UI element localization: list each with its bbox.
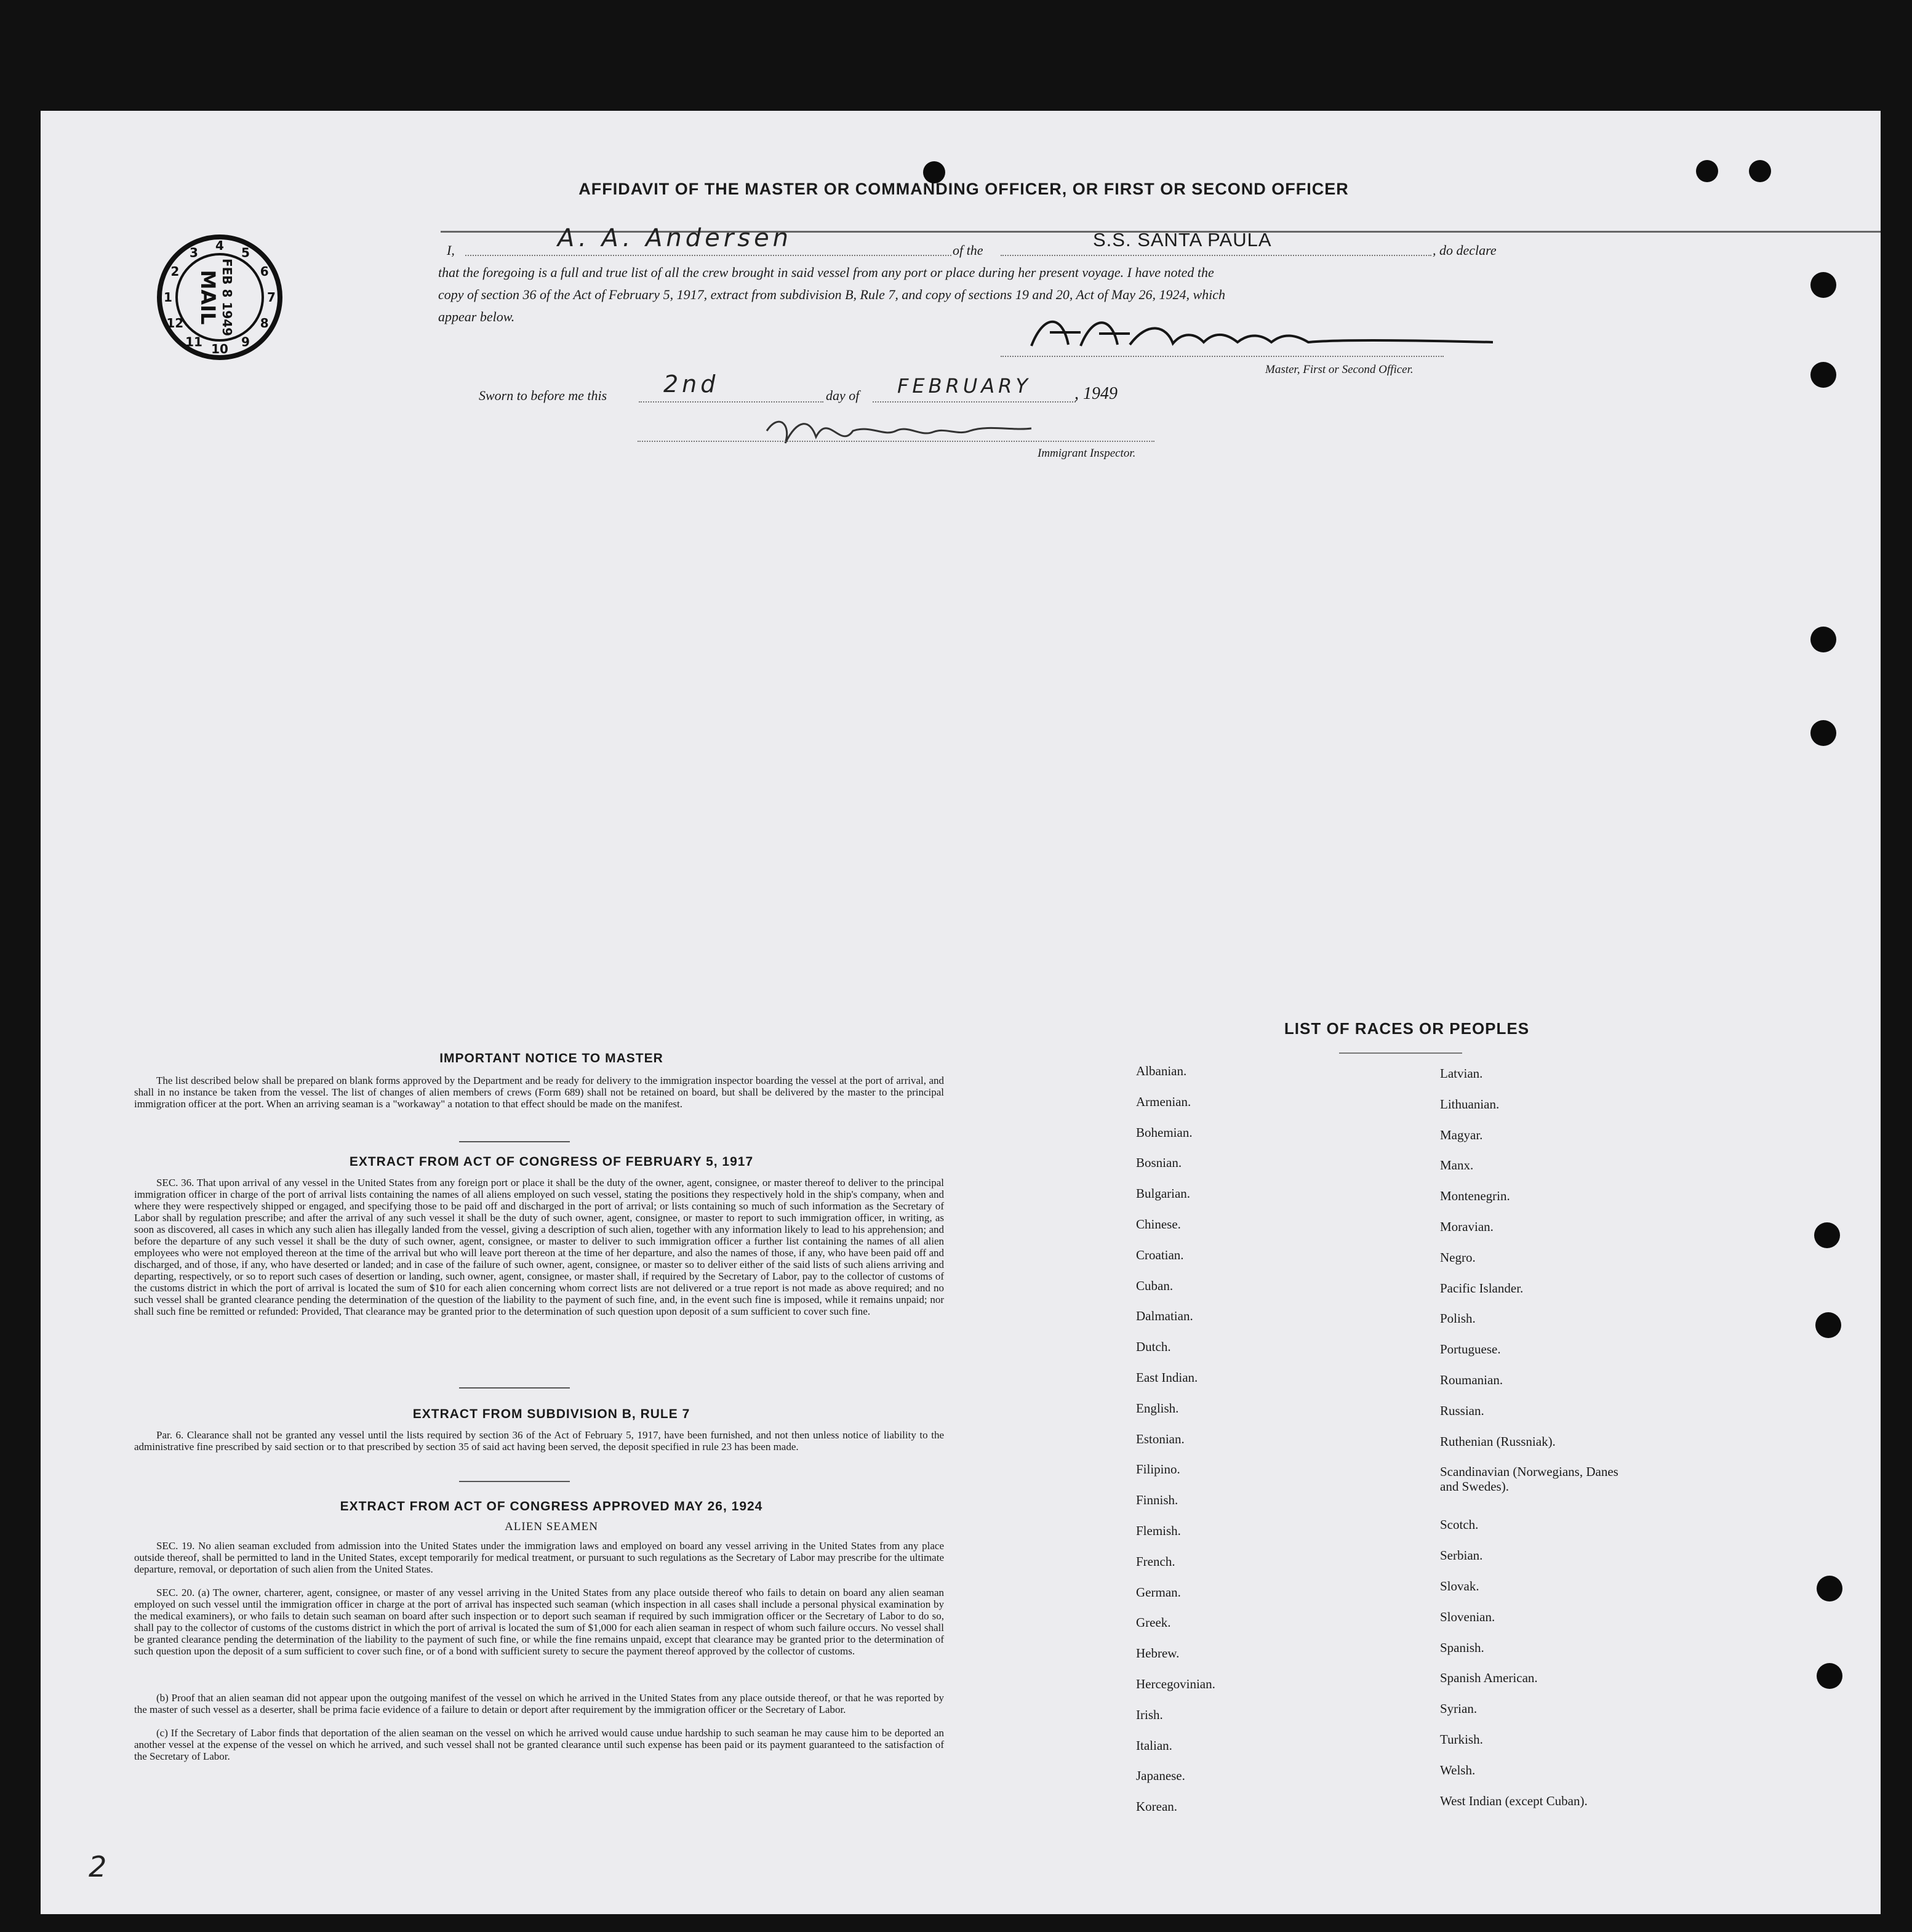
race-item: Italian.	[1136, 1738, 1172, 1753]
sworn-month: FEBRUARY	[897, 374, 1031, 398]
race-item: Welsh.	[1440, 1762, 1476, 1778]
race-item: Syrian.	[1440, 1701, 1478, 1717]
inspector-signature-line	[638, 441, 1154, 442]
affidavit-title: AFFIDAVIT OF THE MASTER OR COMMANDING OFFICER, OR FIRST OR SECOND OFFICER	[578, 180, 1349, 198]
master-name: A. A. Andersen	[558, 224, 793, 252]
rule7-title: EXTRACT FROM SUBDIVISION B, RULE 7	[412, 1407, 690, 1421]
races-title-rule	[1339, 1052, 1462, 1054]
date-stamp	[155, 233, 284, 362]
race-item: Slovak.	[1440, 1579, 1479, 1593]
punch-hole	[1696, 160, 1718, 182]
race-item: Flemish.	[1136, 1523, 1181, 1538]
stamp-ring-digit: 7	[267, 290, 276, 305]
race-item: Spanish American.	[1440, 1670, 1538, 1686]
separator	[459, 1141, 570, 1142]
master-signature	[1025, 308, 1493, 357]
race-item: Serbian.	[1440, 1548, 1483, 1563]
sworn-day: 2nd	[663, 371, 719, 398]
race-item: Cuban.	[1136, 1278, 1174, 1293]
stamp-ring-digit: 1	[164, 290, 172, 305]
sec20c-text: (c) If the Secretary of Labor finds that deportation of the alien seaman on the vessel on which he arrived would cause undue hardship to such seaman he may cause him to be deported an another vessel at the expense of the vessel on which he arrived, and such vessel shall not be granted clearance until such expense has been paid or its payment guaranteed to the satisfaction of the Secretary of Labor.	[134, 1727, 944, 1762]
alien-seamen-subtitle: ALIEN SEAMEN	[505, 1520, 598, 1533]
race-item: Filipino.	[1136, 1462, 1180, 1477]
race-item: Korean.	[1136, 1799, 1178, 1814]
stamp-mail: MAIL	[196, 270, 220, 325]
stamp-date: FEB 8 1949	[220, 258, 234, 337]
race-item: German.	[1136, 1584, 1181, 1600]
race-item: East Indian.	[1136, 1370, 1198, 1385]
stamp-ring-digit: 2	[170, 264, 180, 279]
vessel-field	[1001, 231, 1431, 256]
sec20b-text: (b) Proof that an alien seaman did not appear upon the outgoing manifest of the vessel on which he arrived in the United States from any place outside thereof, or that he was reported by the master of such vessel as a deserter, shall be prima facie evidence of a failure to detain or deport after requirement by the immigration officer or the Secretary of Labor.	[134, 1692, 944, 1715]
race-item: Slovenian.	[1440, 1609, 1495, 1624]
stamp-ring-digit: 11	[185, 334, 202, 350]
race-item: Spanish.	[1440, 1640, 1484, 1655]
race-item: Hercegovinian.	[1136, 1677, 1215, 1691]
race-item: Roumanian.	[1440, 1373, 1503, 1387]
race-item: Negro.	[1440, 1249, 1476, 1265]
race-item: Estonian.	[1136, 1431, 1185, 1446]
race-item: Dalmatian.	[1136, 1309, 1193, 1324]
page-number: 2	[89, 1850, 107, 1883]
race-item: Dutch.	[1136, 1339, 1171, 1355]
stamp-ring-digit: 9	[241, 334, 250, 350]
race-item: Bosnian.	[1136, 1155, 1182, 1171]
race-item: Portuguese.	[1440, 1342, 1501, 1357]
master-caption: Master, First or Second Officer.	[1265, 363, 1414, 376]
notice-title: IMPORTANT NOTICE TO MASTER	[439, 1051, 663, 1065]
stamp-ring-digit: 3	[190, 245, 198, 260]
race-item: Hebrew.	[1136, 1646, 1180, 1661]
race-item: Chinese.	[1136, 1217, 1181, 1232]
race-item: Ruthenian (Russniak).	[1440, 1433, 1556, 1449]
race-item: Finnish.	[1136, 1493, 1178, 1508]
race-item: Albanian.	[1136, 1064, 1187, 1078]
race-item: Croatian.	[1136, 1247, 1184, 1262]
extract-1924-title: EXTRACT FROM ACT OF CONGRESS APPROVED MAY 26, 1924	[340, 1499, 763, 1513]
punch-hole	[1810, 362, 1836, 388]
sworn-year: , 1949	[1074, 384, 1118, 403]
race-item: Bulgarian.	[1136, 1186, 1191, 1201]
race-item: Japanese.	[1136, 1768, 1185, 1784]
rule7-text: Par. 6. Clearance shall not be granted any vessel until the lists required by section 36 of the Act of February 5, 1917, have been furnished, and not then unless notice of liability to the administrative fine prescribed by said section or to that prescribed by section 35 of said act having been served, the deposit specified in rule 23 has been made.	[134, 1429, 944, 1453]
stamp-ring-digit: 4	[215, 238, 224, 253]
race-item: Scotch.	[1440, 1517, 1479, 1533]
race-item: Lithuanian.	[1440, 1096, 1500, 1112]
affidavit-body-2: copy of section 36 of the Act of February 5, 1917, extract from subdivision B, Rule 7, and copy of sections 19 and 20, Act of May 26, 1924, which	[438, 287, 1226, 302]
affidavit-body-3: appear below.	[438, 309, 515, 324]
master-signature-line	[1001, 356, 1444, 357]
punch-hole	[1817, 1663, 1842, 1689]
race-item: Latvian.	[1440, 1066, 1483, 1081]
of-the-label: of the	[953, 243, 983, 258]
race-item: Turkish.	[1440, 1732, 1483, 1747]
i-label: I,	[447, 243, 455, 258]
race-item: Bohemian.	[1136, 1124, 1193, 1140]
punch-hole	[1810, 272, 1836, 298]
vessel-name: S.S. SANTA PAULA	[1093, 229, 1272, 251]
punch-hole	[1810, 720, 1836, 746]
sworn-label: Sworn to before me this	[479, 388, 607, 403]
race-item: Armenian.	[1136, 1094, 1191, 1109]
stamp-ring-digit: 5	[241, 245, 250, 260]
race-item: Magyar.	[1440, 1127, 1483, 1142]
stamp-ring-digit: 12	[166, 316, 184, 331]
stamp-ring-digit: 10	[211, 342, 228, 356]
master-name-field	[465, 224, 951, 256]
extract-1917-title: EXTRACT FROM ACT OF CONGRESS OF FEBRUARY 5, 1917	[349, 1155, 754, 1169]
race-item: West Indian (except Cuban).	[1440, 1793, 1588, 1808]
sworn-day-field	[639, 371, 823, 403]
do-declare-label: , do declare	[1433, 243, 1497, 258]
extract-1917-text: SEC. 36. That upon arrival of any vessel in the United States from any foreign port or place it shall be the duty of the owner, agent, consignee, or master thereof to deliver to the principal immigration officer in charge of the port of arrival lists containing the names of all aliens employed on such vessel, stating the positions they respectively hold in the ship's company, when and where they were respectively shipped or engaged, and specifying those to be paid off and discharged in the port of arrival; or lists containing so much of such information as the Secretary of Labor shall by regulation prescribe; and after the arrival of any such vessel it shall be the duty of such owner, agent, consignee, or master to report to such immigration officer, in writing, as soon as discovered, all cases in which any such alien has illegally landed from the vessel, giving a description of such alien, together with any information likely to lead to his apprehension; and before the departure of any such vessel it shall be the duty of such owner, agent, consignee, or master to deliver to such immigration officer a further list containing the names of all alien employees who were not employed thereon at the time of the arrival but who will leave port thereon at the time of her departure, and also the names of those, if any, who have been paid off and discharged, and of those, if any, who have deserted or landed; and in case of the failure of such owner, agent, consignee, or master so to deliver either of the said lists of such aliens arriving and departing, respectively, or so to report such cases of desertion or landing, such owner, agent, consignee, or master shall, if required by the Secretary of Labor, pay to the collector of customs of the customs district in which the port of arrival is located the sum of $10 for each alien concerning whom correct lists are not delivered or a true report is not made as above required; and no such vessel shall be granted clearance pending the determination of the question of the liability to the payment of such fine, and, in the event such fine is imposed, while it remains unpaid; nor shall such fine be remitted or refunded: Provided, That clearance may be granted prior to the determination of such question upon deposit of a sum sufficient to cover such fine.	[134, 1177, 944, 1317]
punch-hole	[1810, 627, 1836, 652]
race-item: Montenegrin.	[1440, 1188, 1510, 1204]
punch-hole	[1814, 1222, 1840, 1248]
document-page	[41, 111, 1881, 1914]
punch-hole	[1815, 1312, 1841, 1338]
race-item: Moravian.	[1440, 1219, 1494, 1234]
stamp-ring-digit: 6	[260, 264, 269, 279]
notice-text: The list described below shall be prepared on blank forms approved by the Department and be ready for delivery to the immigration inspector boarding the vessel at the port of arrival, and shall in no instance be taken from the vessel. The list of changes of alien members of crews (Form 689) shall not be retained on board, but shall be delivered by the master to the principal immigration officer at the port. When an arriving seaman is a "workaway" a notation to that effect should be made on the manifest.	[134, 1075, 944, 1110]
race-item: Greek.	[1136, 1615, 1171, 1630]
stamp-ring-digit: 8	[260, 316, 269, 331]
race-item: Scandinavian (Norwegians, Danes and Swedes).	[1440, 1464, 1618, 1494]
races-title: LIST OF RACES OR PEOPLES	[1284, 1019, 1530, 1038]
punch-hole	[1749, 160, 1771, 182]
race-item: Pacific Islander.	[1440, 1280, 1524, 1296]
punch-hole	[1817, 1576, 1842, 1601]
separator	[459, 1387, 570, 1389]
sec19-text: SEC. 19. No alien seaman excluded from admission into the United States under the immigration laws and employed on board any vessel arriving in the United States from any place outside thereof, shall be permitted to land in the United States, except temporarily for medical treatment, or pursuant to such regulations as the Secretary of Labor may prescribe for the ultimate departure, removal, or deportation of such alien from the United States.	[134, 1540, 944, 1575]
sworn-month-field	[873, 374, 1076, 403]
race-item: Irish.	[1136, 1707, 1163, 1722]
affidavit-body-1: that the foregoing is a full and true list of all the crew brought in said vessel from any port or place during her present voyage. I have noted the	[438, 265, 1214, 280]
day-of-label: day of	[826, 388, 860, 403]
inspector-signature	[754, 406, 1074, 455]
race-item: Polish.	[1440, 1311, 1476, 1326]
race-item: French.	[1136, 1553, 1175, 1569]
inspector-caption: Immigrant Inspector.	[1038, 447, 1136, 460]
race-item: Manx.	[1440, 1158, 1474, 1173]
race-item: English.	[1136, 1400, 1179, 1416]
race-item: Russian.	[1440, 1403, 1484, 1418]
separator	[459, 1481, 570, 1482]
sec20a-text: SEC. 20. (a) The owner, charterer, agent, consignee, or master of any vessel arriving in the United States from any place outside thereof who fails to detain on board any alien seaman employed on such vessel until the immigration officer in charge at the port of arrival has inspected such seaman (which inspection in all cases shall include a personal physical examination by the medical examiners), or who fails to detain such seaman on board after such inspection or to deport such seaman if required by such immigration officer or the Secretary of Labor to do so, shall pay to the collector of customs of the customs district in which the port of arrival is located the sum of $1,000 for each alien seaman in respect of whom such failure occurs. No vessel shall be granted clearance pending the determination of the liability to the payment of such fine, or while the fine remains unpaid, except that clearance may be granted prior to the determination of such question upon the deposit of a sum sufficient to cover such fine, or of a bond with sufficient surety to secure the payment thereof approved by the collector of customs.	[134, 1587, 944, 1657]
